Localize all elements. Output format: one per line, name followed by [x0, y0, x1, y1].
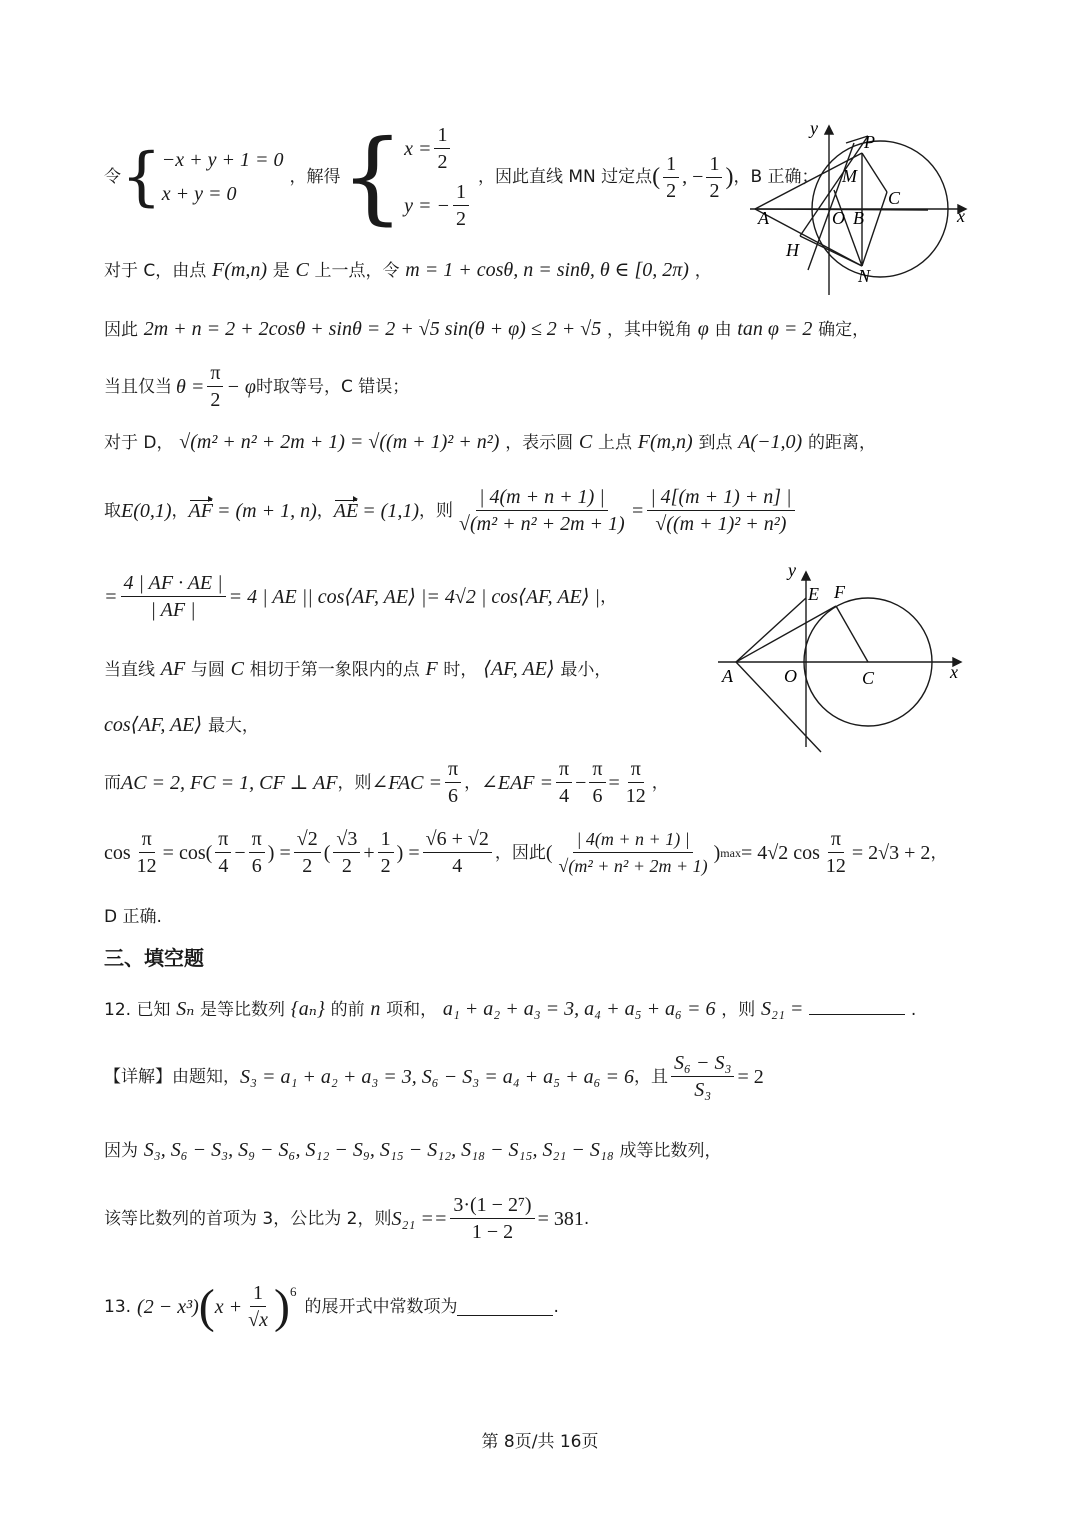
left-brace-icon: {: [340, 118, 405, 235]
q12-detail-2: [104, 1138, 722, 1163]
math: − φ: [226, 375, 256, 398]
math: =: [630, 499, 645, 522]
line-a-down: [736, 662, 821, 752]
q12-detail: [104, 1050, 764, 1103]
fraction: $\frac{\pi}{2}$: [207, 360, 223, 413]
line-af: [736, 606, 836, 662]
question-12: [104, 996, 916, 1022]
line-an: [755, 209, 862, 266]
math: ): [273, 1279, 290, 1333]
figure-2-svg: [718, 562, 968, 757]
math: A(−1,0): [738, 431, 803, 453]
line-cn: [862, 192, 887, 266]
math: (2 − x³): [137, 1295, 199, 1318]
math: {aₙ}: [290, 998, 325, 1020]
text: ，因此: [494, 842, 546, 863]
math: tan φ = 2: [737, 318, 813, 340]
fraction: $\frac{1}{2}$: [706, 151, 722, 204]
fraction: $\frac{\pi}{6}$: [445, 756, 461, 809]
fraction: $\frac{\text{3·(1 − 2⁷)}}{1 - 2}$: [450, 1192, 534, 1245]
line-tangent: [104, 657, 611, 682]
text: ，: [694, 261, 712, 281]
math: F: [425, 658, 438, 680]
line-cos-value: [104, 826, 947, 879]
y-axis-arrow: [802, 572, 810, 580]
line-mc: [862, 153, 887, 192]
question-13: [104, 1280, 559, 1333]
line-part-d: [104, 430, 876, 455]
text: 令: [104, 167, 121, 187]
math: 2m + n = 2 + 2cosθ + sinθ = 2 + √5 sin(θ + φ) ≤ 2 + √5: [143, 318, 602, 340]
text: 相切于第一象限内的点: [249, 660, 420, 680]
label-o: O: [832, 208, 845, 228]
line-vectors: [104, 484, 798, 537]
math: ∠FAC =: [371, 771, 442, 794]
text: 时取等号，C 错误；: [256, 376, 410, 397]
text: 对于 D，: [104, 433, 174, 453]
text: ，表示圆: [505, 433, 574, 453]
fraction: $\frac{1}{2}$: [378, 826, 394, 879]
text: .: [910, 1000, 917, 1020]
math: √(m² + n² + 2m + 1) = √((m + 1)² + n²): [179, 431, 500, 453]
text: ，则: [419, 500, 454, 521]
text: 当直线: [104, 660, 155, 680]
line-ae: [736, 598, 806, 662]
math: = (m + 1, n): [216, 499, 317, 522]
text: ，且: [634, 1066, 669, 1087]
math: =: [608, 771, 620, 794]
text: ，B 正确；: [733, 167, 819, 187]
fraction: $\frac{\pi}{12}$: [136, 828, 157, 877]
math: = 4√2 cos: [740, 841, 820, 864]
fraction: $\frac{\pi}{6}$: [589, 756, 605, 809]
vector-ae: AE: [333, 499, 359, 522]
math: S₂₁ ==: [391, 1207, 448, 1230]
math: cos⟨AF, AE⟩: [104, 714, 203, 736]
math: θ =: [176, 375, 205, 398]
answer-blank: [457, 1297, 553, 1316]
math: C: [230, 658, 244, 680]
fraction: $\frac{√2}{2}$: [294, 826, 321, 879]
text: 对于 C，由点: [104, 261, 207, 281]
text: 取: [104, 500, 121, 521]
text: ，: [651, 772, 669, 793]
text: ，则: [721, 1000, 756, 1020]
math: S₂₁ =: [760, 998, 804, 1020]
figure-1-svg: [750, 120, 975, 300]
label-h: H: [786, 240, 799, 260]
label-a: A: [722, 666, 733, 686]
line-dot-product: [104, 570, 617, 623]
math: x +: [214, 1295, 243, 1318]
label-o: O: [784, 666, 797, 686]
line-system: [104, 118, 819, 236]
fraction: $\frac{\pi}{12}$: [625, 758, 646, 807]
math: −: [234, 841, 246, 864]
text: ，其中锐角: [607, 320, 693, 340]
text: 与圆: [190, 660, 225, 680]
text: 确定，: [818, 320, 870, 340]
label-b: B: [853, 208, 864, 228]
math: φ: [697, 318, 709, 340]
text: 的展开式中常数项为: [304, 1296, 458, 1317]
text: ，则: [337, 772, 372, 793]
math-exponent: 6: [289, 1284, 297, 1299]
math: = 2: [737, 1065, 764, 1088]
label-x: x: [950, 662, 958, 682]
label-p: P: [864, 132, 875, 152]
fraction: $\frac{1}{2}$: [663, 151, 679, 204]
line-angles: [104, 756, 669, 809]
math: E(0,1): [121, 499, 172, 522]
math: ) =: [267, 841, 291, 864]
text: 时，: [443, 660, 478, 680]
line-part-c-derivation: [104, 317, 869, 342]
figure-circle-tangent: [718, 562, 968, 761]
label-e: E: [808, 584, 819, 604]
text: ，: [171, 500, 189, 521]
label-n: N: [858, 266, 871, 286]
y-axis-arrow: [825, 126, 833, 134]
text: 的距离，: [807, 433, 876, 453]
math: , −: [682, 166, 704, 188]
text: 到点: [698, 433, 733, 453]
text: ，: [316, 500, 334, 521]
fraction: $\frac{\pi}{4}$: [556, 756, 572, 809]
text: 是等比数列: [200, 1000, 286, 1020]
label-a: A: [758, 208, 769, 228]
math: F(m,n): [212, 259, 267, 281]
text: ，: [600, 586, 618, 607]
math: S₃, S₆ − S₃, S₉ − S₆, S₁₂ − S₉, S₁₅ − S₁₂, S₁₈ − S₁₅, S₂₁ − S₁₈: [143, 1139, 614, 1161]
math: Sₙ: [176, 998, 195, 1020]
text: .: [553, 1296, 559, 1317]
fraction: $\frac{√6 + √2}{4}$: [423, 826, 492, 879]
fraction: $\frac{1}{2}$: [434, 122, 450, 175]
answer-blank: [809, 996, 905, 1015]
text: 而: [104, 772, 121, 793]
label-c: C: [888, 188, 901, 208]
math: ∠EAF =: [481, 771, 554, 794]
math: C: [295, 259, 309, 281]
math: (: [545, 841, 553, 864]
text: 该等比数列的首项为 3，公比为 2，则: [104, 1208, 392, 1229]
text: 成等比数列，: [619, 1141, 722, 1161]
math-subscript: max: [720, 846, 741, 860]
math: =: [104, 585, 118, 608]
math: (: [323, 841, 331, 864]
math: ) =: [396, 841, 420, 864]
label-x: x: [957, 206, 965, 226]
section-heading: [104, 946, 204, 972]
text: 12. 已知: [104, 1000, 171, 1020]
math: AF: [160, 658, 186, 680]
math: S₃ = a₁ + a₂ + a₃ = 3, S₆ − S₃ = a₄ + a₅ + a₆ = 6: [240, 1065, 635, 1088]
fraction: $\frac{\pi}{12}$: [825, 828, 846, 877]
line-d-correct: [104, 905, 162, 929]
text: 是: [272, 261, 290, 281]
math: +: [363, 841, 375, 864]
text: ，因此直线 MN 过定点: [477, 167, 653, 187]
text: 项和，: [386, 1000, 438, 1020]
q12-detail-3: [104, 1192, 589, 1245]
text: 上点: [598, 433, 632, 453]
fraction: $\frac{1}{√x}$: [248, 1282, 268, 1331]
text: 最大，: [207, 716, 259, 736]
math: (: [652, 164, 661, 190]
text: 因此: [104, 320, 138, 340]
math: (: [198, 1279, 215, 1333]
fraction: $\frac{| 4(m + n + 1) |}{\text{√(m² + n² + 2m + 1)}}$: [556, 826, 711, 879]
line-cos-max: [104, 713, 259, 738]
math: m = 1 + cosθ, n = sinθ, θ ∈ [0, 2π): [405, 259, 689, 281]
math: AC = 2, FC = 1, CF ⊥ AF: [121, 771, 338, 794]
text: 的前: [330, 1000, 365, 1020]
text: 最小，: [560, 660, 612, 680]
text: 13.: [104, 1296, 132, 1317]
math: = cos(: [162, 841, 213, 864]
label-y: y: [788, 562, 796, 580]
label-f: F: [834, 582, 845, 602]
text: 因为: [104, 1141, 138, 1161]
math: = 381: [537, 1207, 584, 1230]
text: 当且仅当: [104, 376, 172, 397]
equation: −x + y + 1 = 0: [161, 149, 284, 171]
label-m: M: [842, 166, 857, 186]
text: ，解得: [289, 167, 341, 187]
math: = 2√3 + 2: [851, 841, 931, 864]
page-footer: 第 8页/共 16页: [481, 1432, 599, 1452]
label-c: C: [862, 668, 875, 688]
text: 【详解】由题知，: [104, 1066, 240, 1087]
vector-af: AF: [188, 499, 213, 522]
text: ，: [464, 772, 482, 793]
solution-system: [404, 122, 472, 232]
text: 由: [714, 320, 732, 340]
math: ⟨AF, AE⟩: [483, 658, 555, 680]
fraction: $\frac{| 4[(m + 1) + n] |}{\text{√((m + 1)² + n²)}}$: [647, 484, 794, 537]
fraction: $\frac{4 | AF \cdot AE |}{| AF |}$: [121, 570, 226, 623]
math: = 4 | AE || cos⟨AF, AE⟩ |= 4√2 | cos⟨AF, AE⟩ |: [228, 585, 601, 608]
math: y = −: [404, 194, 450, 217]
text: .: [583, 1208, 590, 1229]
math: x =: [404, 137, 432, 160]
fraction: $\frac{\pi}{4}$: [215, 826, 231, 879]
line-equality-condition: [104, 360, 409, 413]
fraction: $\frac{\pi}{6}$: [249, 826, 265, 879]
label-y: y: [810, 120, 818, 138]
math: F(m,n): [637, 431, 693, 453]
equation-system: [162, 143, 284, 211]
line-part-c: [104, 258, 712, 283]
math: ): [713, 841, 721, 864]
math: n: [370, 998, 381, 1020]
fraction: $\frac{√3}{2}$: [333, 826, 360, 879]
fraction: $\frac{1}{2}$: [453, 179, 469, 232]
equation: x + y = 0: [161, 183, 237, 205]
figure-circle-mn: [750, 120, 975, 304]
text: 上一点，令: [314, 261, 400, 281]
fraction: $\frac{\text{S₆ − S₃}}{\text{S₃}}$: [671, 1050, 734, 1103]
math: = (1,1): [362, 499, 420, 522]
fraction: $\frac{| 4(m + n + 1) |}{\text{√(m² + n² + 2m + 1)}}$: [459, 486, 625, 535]
text: D 正确.: [104, 907, 162, 927]
math: C: [578, 431, 593, 453]
line-fc: [836, 606, 868, 662]
math: ): [725, 164, 734, 190]
text: ，: [930, 842, 948, 863]
math: cos: [104, 841, 131, 864]
math: a₁ + a₂ + a₃ = 3, a₄ + a₅ + a₆ = 6: [442, 998, 716, 1020]
left-brace-icon: {: [121, 140, 162, 214]
heading-text: 三、填空题: [104, 946, 204, 970]
math: −: [575, 771, 587, 794]
